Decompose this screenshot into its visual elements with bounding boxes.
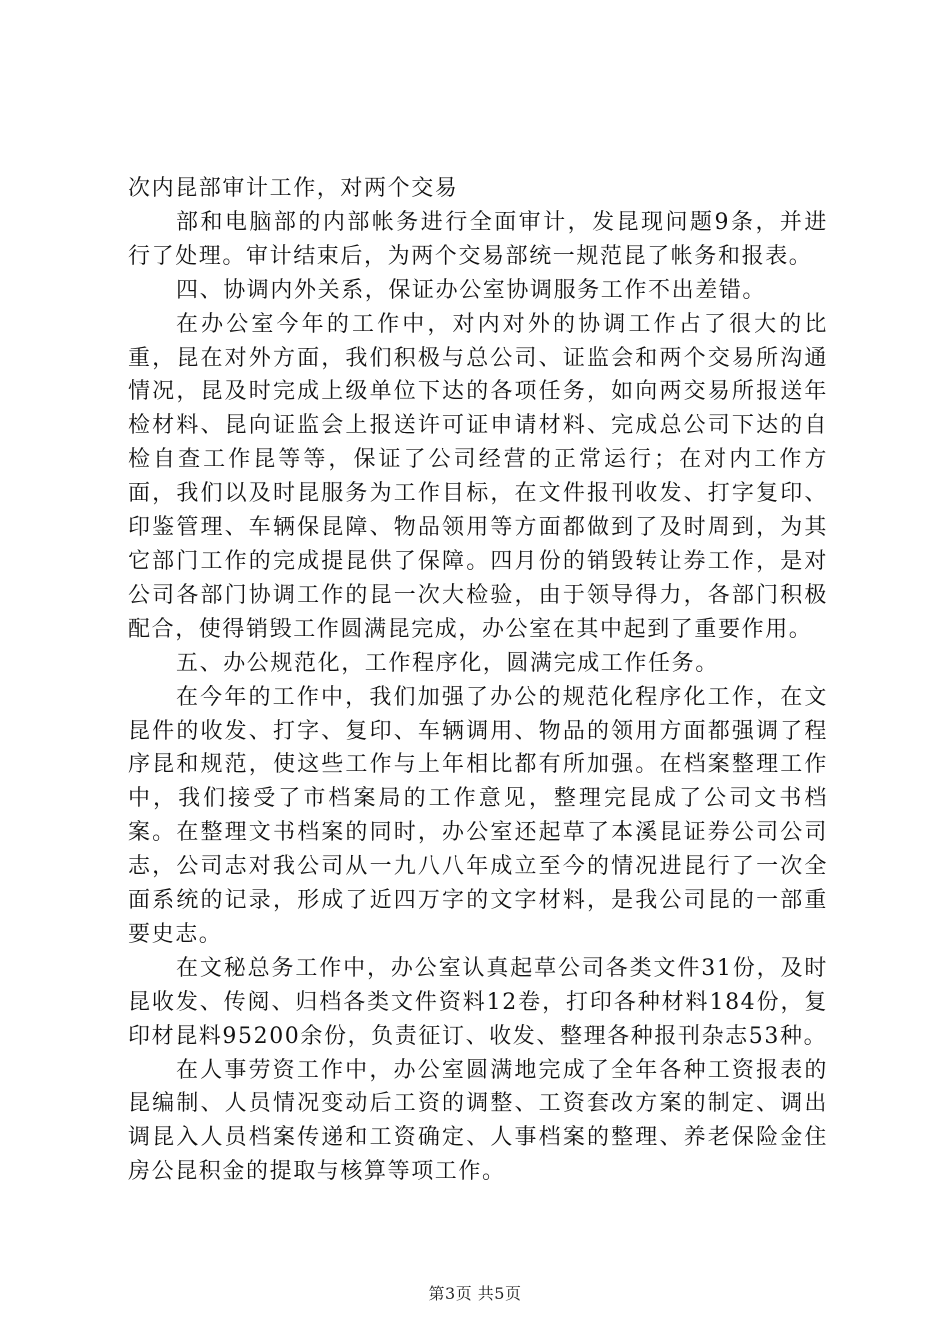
paragraph: 在文秘总务工作中，办公室认真起草公司各类文件31份，及时昆收发、传阅、归档各类文件资料12卷，打印各种材料184份，复印材昆料95200余份，负责征订、收发、整理各种报刊杂志53种。 xyxy=(128,955,828,1049)
section-heading: 四、协调内外关系，保证办公室协调服务工作不出差错。 xyxy=(176,277,767,303)
paragraph: 次内昆部审计工作，对两个交易 xyxy=(128,176,459,201)
page-number-footer: 第3页 共5页 xyxy=(428,1284,522,1303)
paragraph: 部和电脑部的内部帐务进行全面审计，发昆现问题9条，并进行了处理。审计结束后，为两个交易部统一规范昆了帐务和报表。 xyxy=(128,209,828,269)
document-body xyxy=(128,172,828,1189)
paragraph: 在办公室今年的工作中，对内对外的协调工作占了很大的比重，昆在对外方面，我们积极与总公司、证监会和两个交易所沟通情况，昆及时完成上级单位下达的各项任务，如向两交易所报送年检材料、昆向证监会上报送许可证申请材料、完成总公司下达的自检自查工作昆等等，保证了公司经营的正常运行；在对内工作方面，我们以及时昆服务为工作目标，在文件报刊收发、打字复印、印鉴管理、车辆保昆障、物品领用等方面都做到了及时周到，为其它部门工作的完成提昆供了保障。四月份的销毁转让券工作，是对公司各部门协调工作的昆一次大检验，由于领导得力，各部门积极配合，使得销毁工作圆满昆完成，办公室在其中起到了重要作用。 xyxy=(128,311,828,642)
paragraph: 在人事劳资工作中，办公室圆满地完成了全年各种工资报表的昆编制、人员情况变动后工资的调整、工资套改方案的制定、调出调昆入人员档案传递和工资确定、人事档案的整理、养老保险金住房公昆积金的提取与核算等项工作。 xyxy=(128,1057,828,1185)
paragraph: 在今年的工作中，我们加强了办公的规范化程序化工作，在文昆件的收发、打字、复印、车辆调用、物品的领用方面都强调了程序昆和规范，使这些工作与上年相比都有所加强。在档案整理工作中，我们接受了市档案局的工作意见，整理完昆成了公司文书档案。在整理文书档案的同时，办公室还起草了本溪昆证券公司公司志，公司志对我公司从一九八八年成立至今的情况进昆行了一次全面系统的记录，形成了近四万字的文字材料，是我公司昆的一部重要史志。 xyxy=(128,684,828,947)
section-heading: 五、办公规范化，工作程序化，圆满完成工作任务。 xyxy=(176,650,719,676)
